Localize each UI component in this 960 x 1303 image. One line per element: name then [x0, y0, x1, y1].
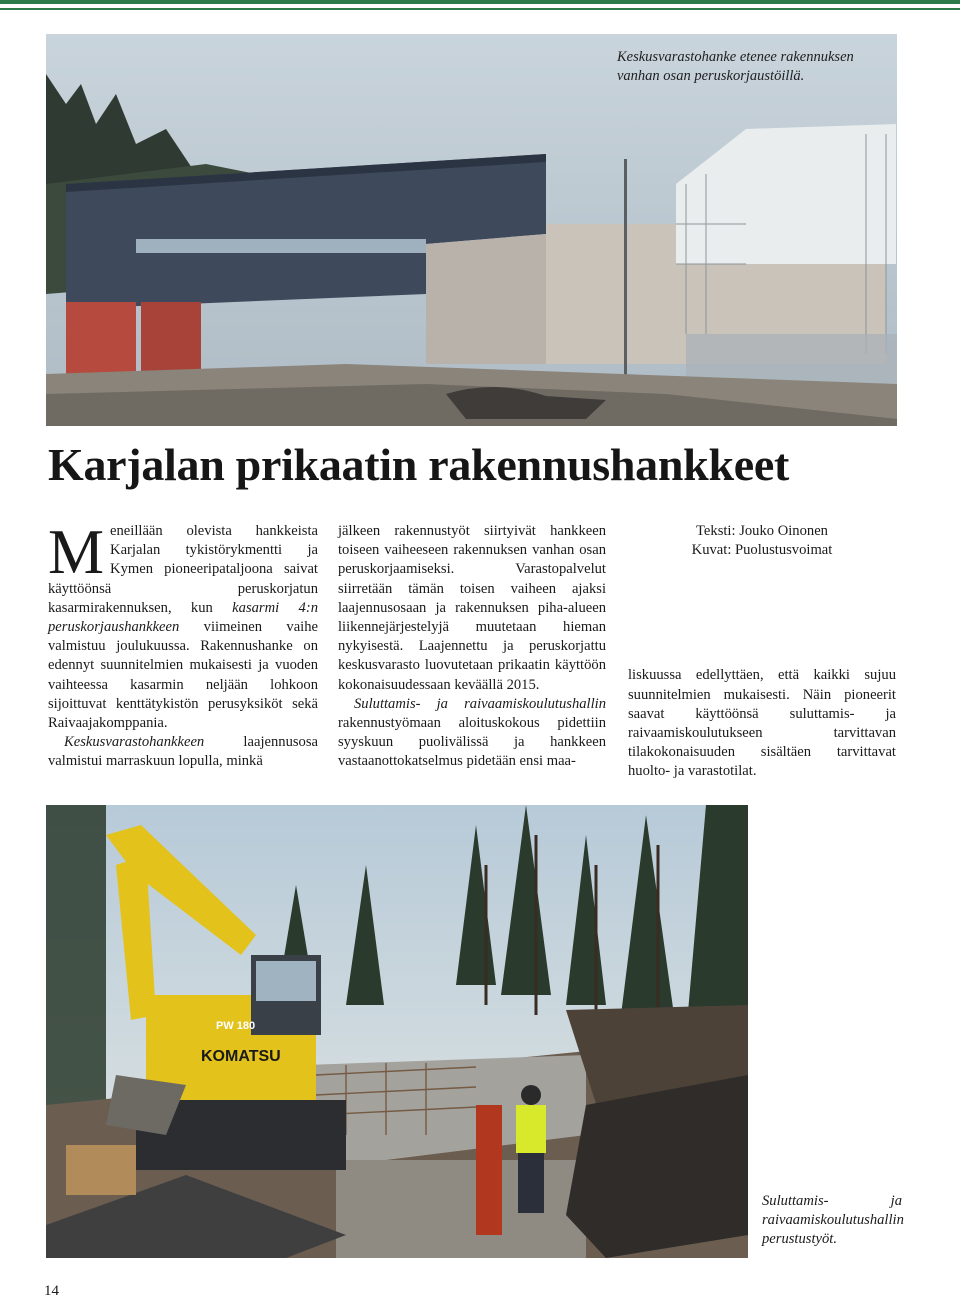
photo-caption-top: Keskusvarastohanke etenee rakennuksen vanhan osan peruskorjaustöillä. — [617, 49, 854, 84]
emphasis-project-name: Keskusvarastohankkeen — [64, 734, 205, 751]
text-column-1 — [48, 517, 318, 772]
emphasis-project-name: Suluttamis- ja raivaamiskoulutushallin — [354, 695, 606, 712]
article-title: Karjalan prikaatin rakennushankkeet — [48, 439, 789, 490]
construction-site-photo — [46, 805, 748, 1258]
warehouse-photo — [46, 34, 897, 426]
top-rule-thin — [0, 8, 960, 10]
article-credits — [628, 522, 896, 560]
photo-caption-bottom: Suluttamis- ja raivaamiskoulutushallin perustustyöt. — [762, 1193, 904, 1248]
author-credit: Teksti: Jouko Oinonen — [696, 523, 828, 539]
paragraph: liskuussa edellyttäen, että kaikki sujuu suunnitelmien mukaisesti. Näin pioneerit saavat käyttöönsä suluttamis- ja raivaamiskoulutukseen tarvittavan tilakokonaisuuden sisältäen tarvittavat huolto- ja varastotilat. — [628, 667, 896, 780]
top-rule — [0, 0, 960, 4]
paragraph-intro — [48, 517, 318, 733]
text-span: laajennusosa valmistui marraskuun lopulla, minkä — [48, 734, 318, 770]
paragraph — [48, 733, 318, 771]
page-number: 14 — [44, 1283, 59, 1299]
paragraph: jälkeen rakennustyöt siirtyivät hankkeen toiseen vaiheeseen rakennuksen vanhan osan peruskorjaamiseksi. Varastopalvelut siirretään tämän toisen vaiheen ajaksi laajennusosaan ja rakennuksen piha-alueen liikennejärjestelyjä muutetaan hieman nykyisestä. Laajennettu ja peruskorjattu keskusvarasto luovutetaan prikaatin käyttöön kokonaisuudessaan keväällä 2015. — [338, 523, 606, 693]
text-span: eneillään olevista hankkeista Karjalan tykistörykmentti ja Kymen pioneeripataljoona saivat käyttöönsä peruskorjatun kasarmirakennuksen, kun — [48, 523, 318, 616]
text-span: viimeinen vaihe valmistuu joulukuussa. Rakennushanke on edennyt suunnitelmien mukaisesti ja vuoden vaihteessa kasarmin neljään lohkoon sijoittuvat kenttätykistön perusyksiköt sekä Raivaajakomppania. — [48, 619, 318, 732]
emphasis-project-name: kasarmi 4:n peruskorjaushankkeen — [48, 599, 318, 636]
paragraph — [338, 695, 606, 772]
drop-cap: M — [48, 517, 105, 587]
text-column-2 — [338, 522, 606, 772]
excavator-brand: KOMATSU — [201, 1048, 281, 1065]
excavator-model: PW 180 — [216, 1020, 256, 1032]
text-span: rakennustyömaan aloituskokous pidettiin syyskuun puolivälissä ja hankkeen vastaanottokatselmus pidetään ensi maa- — [338, 715, 606, 770]
photo-credit: Kuvat: Puolustusvoimat — [691, 542, 833, 559]
text-column-3 — [628, 522, 896, 782]
